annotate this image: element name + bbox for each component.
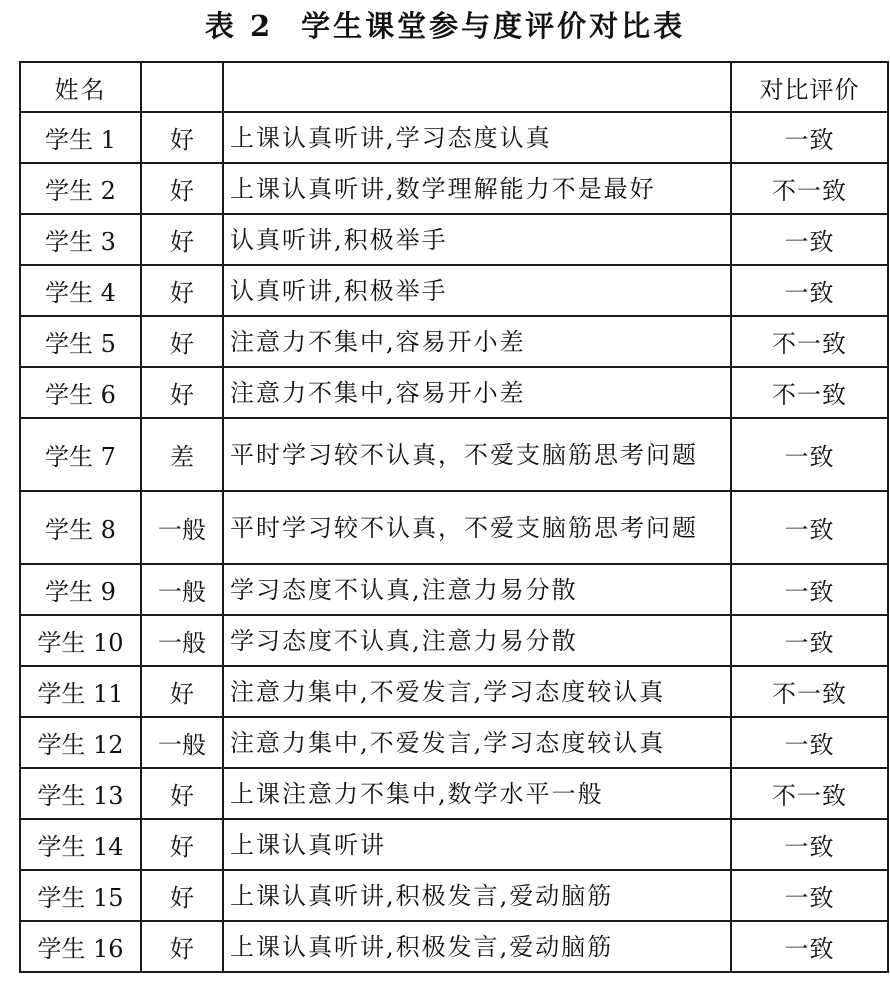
table-row — [20, 265, 888, 316]
table-row — [20, 367, 888, 418]
cell-name: 学生 15 — [20, 870, 141, 921]
cell-description: 上课认真听讲,积极发言,爱动脑筋 — [223, 921, 731, 972]
cell-name: 学生 1 — [20, 112, 141, 163]
comparison-table — [19, 61, 889, 973]
cell-description: 平时学习较不认真，不爱支脑筋思考问题 — [223, 418, 731, 491]
cell-level: 好 — [141, 265, 223, 316]
header-description — [223, 62, 731, 112]
cell-name: 学生 6 — [20, 367, 141, 418]
cell-level: 差 — [141, 418, 223, 491]
cell-comparison: 不一致 — [731, 367, 888, 418]
table-title — [0, 6, 890, 46]
table-row — [20, 870, 888, 921]
cell-level: 好 — [141, 112, 223, 163]
table-row — [20, 214, 888, 265]
table-row — [20, 921, 888, 972]
table-caption: 学生课堂参与度评价对比表 — [301, 9, 686, 43]
cell-comparison: 一致 — [731, 265, 888, 316]
cell-name: 学生 9 — [20, 564, 141, 615]
cell-level: 好 — [141, 666, 223, 717]
cell-name: 学生 7 — [20, 418, 141, 491]
header-comparison: 对比评价 — [731, 62, 888, 112]
cell-description: 注意力集中,不爱发言,学习态度较认真 — [223, 666, 731, 717]
cell-comparison: 一致 — [731, 615, 888, 666]
cell-description: 注意力集中,不爱发言,学习态度较认真 — [223, 717, 731, 768]
cell-name: 学生 16 — [20, 921, 141, 972]
table-row — [20, 768, 888, 819]
cell-description: 上课认真听讲,数学理解能力不是最好 — [223, 163, 731, 214]
table-row — [20, 819, 888, 870]
cell-description: 注意力不集中,容易开小差 — [223, 367, 731, 418]
table-row — [20, 717, 888, 768]
cell-level: 好 — [141, 870, 223, 921]
table-body — [20, 112, 888, 972]
cell-name: 学生 8 — [20, 491, 141, 564]
table-row — [20, 316, 888, 367]
cell-description: 上课认真听讲,积极发言,爱动脑筋 — [223, 870, 731, 921]
cell-comparison: 一致 — [731, 112, 888, 163]
cell-description: 平时学习较不认真，不爱支脑筋思考问题 — [223, 491, 731, 564]
cell-comparison: 一致 — [731, 564, 888, 615]
cell-level: 好 — [141, 163, 223, 214]
cell-level: 好 — [141, 316, 223, 367]
header-name: 姓名 — [20, 62, 141, 112]
cell-level: 一般 — [141, 615, 223, 666]
cell-level: 好 — [141, 367, 223, 418]
table-row — [20, 491, 888, 564]
cell-description: 注意力不集中,容易开小差 — [223, 316, 731, 367]
table-header-row — [20, 62, 888, 112]
cell-name: 学生 4 — [20, 265, 141, 316]
table-row — [20, 564, 888, 615]
table-number: 表 2 — [204, 9, 274, 43]
cell-description: 上课认真听讲 — [223, 819, 731, 870]
cell-level: 一般 — [141, 717, 223, 768]
cell-comparison: 不一致 — [731, 316, 888, 367]
cell-name: 学生 12 — [20, 717, 141, 768]
cell-comparison: 一致 — [731, 870, 888, 921]
cell-name: 学生 10 — [20, 615, 141, 666]
cell-level: 好 — [141, 921, 223, 972]
cell-description: 学习态度不认真,注意力易分散 — [223, 564, 731, 615]
cell-description: 认真听讲,积极举手 — [223, 214, 731, 265]
cell-comparison: 一致 — [731, 819, 888, 870]
cell-name: 学生 3 — [20, 214, 141, 265]
cell-name: 学生 14 — [20, 819, 141, 870]
cell-name: 学生 11 — [20, 666, 141, 717]
cell-comparison: 不一致 — [731, 768, 888, 819]
cell-comparison: 一致 — [731, 921, 888, 972]
cell-level: 好 — [141, 768, 223, 819]
cell-comparison: 一致 — [731, 418, 888, 491]
cell-level: 好 — [141, 214, 223, 265]
cell-description: 认真听讲,积极举手 — [223, 265, 731, 316]
table-row — [20, 666, 888, 717]
table-row — [20, 615, 888, 666]
cell-comparison: 不一致 — [731, 163, 888, 214]
cell-comparison: 一致 — [731, 717, 888, 768]
cell-name: 学生 13 — [20, 768, 141, 819]
cell-comparison: 不一致 — [731, 666, 888, 717]
cell-name: 学生 5 — [20, 316, 141, 367]
cell-level: 好 — [141, 819, 223, 870]
cell-name: 学生 2 — [20, 163, 141, 214]
table-row — [20, 112, 888, 163]
cell-comparison: 一致 — [731, 491, 888, 564]
header-level — [141, 62, 223, 112]
cell-description: 学习态度不认真,注意力易分散 — [223, 615, 731, 666]
cell-level: 一般 — [141, 491, 223, 564]
cell-description: 上课注意力不集中,数学水平一般 — [223, 768, 731, 819]
cell-comparison: 一致 — [731, 214, 888, 265]
cell-level: 一般 — [141, 564, 223, 615]
cell-description: 上课认真听讲,学习态度认真 — [223, 112, 731, 163]
table-row — [20, 418, 888, 491]
table-row — [20, 163, 888, 214]
